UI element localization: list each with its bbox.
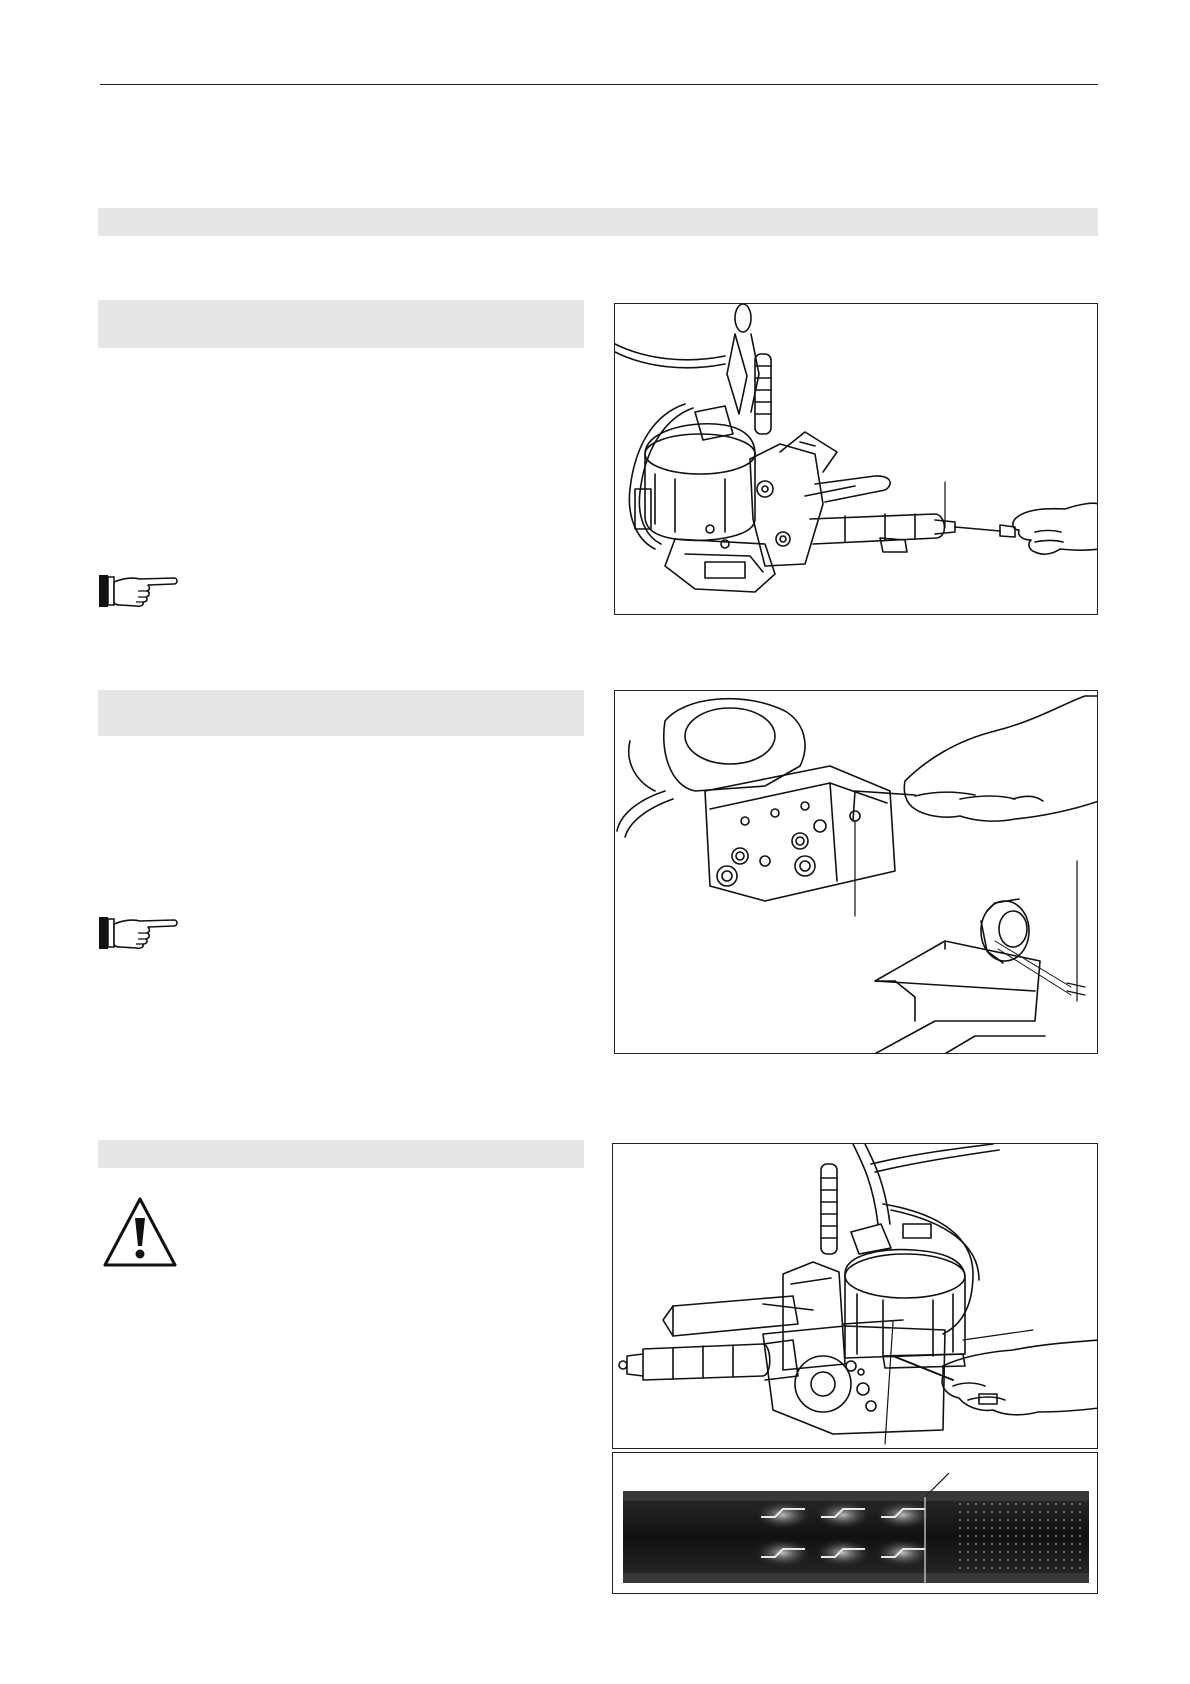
figure-4-strap-seal-photo — [612, 1452, 1098, 1594]
panel-3-heading-bar — [98, 1140, 584, 1168]
header-rule — [100, 84, 1098, 85]
panel-1-heading-bar — [98, 300, 584, 348]
figure-3-side-adjustment — [612, 1143, 1098, 1449]
section-bar-label — [98, 213, 106, 230]
panel-1-heading — [98, 305, 106, 322]
section-bar — [98, 208, 1098, 236]
panel-2-heading-bar — [98, 690, 584, 736]
panel-2-heading — [98, 695, 106, 712]
pointing-hand-icon — [98, 914, 180, 952]
warning-triangle-icon — [102, 1196, 178, 1268]
panel-3-heading — [98, 1145, 106, 1162]
pointing-hand-icon — [98, 572, 180, 610]
figure-2-base-adjustment — [614, 690, 1098, 1054]
figure-1-strapping-tool — [614, 303, 1098, 615]
